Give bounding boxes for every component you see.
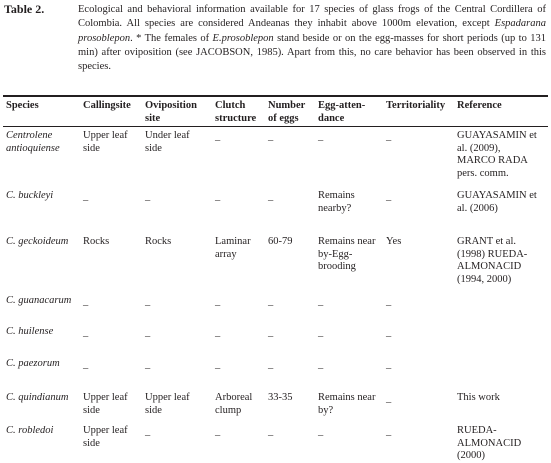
row-reference: RUEDA-ALMONACID (2000)	[457, 425, 522, 461]
row-callingsite: Upper leaf side	[83, 392, 128, 416]
row-number-of-eggs: –	[268, 195, 274, 206]
row-territoriality: –	[386, 331, 392, 342]
row-clutch-structure: –	[215, 300, 221, 311]
row-callingsite: Rocks	[83, 236, 110, 247]
row-reference: GRANT et al. (1998) RUEDA-ALMONACID (1994, 2000)	[457, 236, 528, 285]
row-clutch-structure: Laminar array	[215, 236, 251, 260]
row-callingsite: –	[83, 331, 89, 342]
row-number-of-eggs: –	[268, 430, 274, 441]
row-species: C. huilense	[6, 326, 54, 337]
row-territoriality: Yes	[386, 236, 402, 247]
caption-part-3: stand beside or on the egg-masses for short periods (up to 131 min) after oviposition (see JACOBSON, 1985). Apart from this, no care behavior has been observed in this species.	[78, 32, 546, 73]
header-clutch-structure: Clutch structure	[215, 100, 257, 124]
row-clutch-structure: –	[215, 195, 221, 206]
table-top-rule	[3, 95, 548, 97]
caption-part-2: . * The females of	[130, 32, 213, 44]
row-callingsite: –	[83, 363, 89, 374]
caption-species-2: E.prosoblepon	[212, 32, 274, 44]
row-clutch-structure: –	[215, 363, 221, 374]
header-callingsite: Callingsite	[83, 100, 131, 111]
row-egg-attendance: –	[318, 430, 324, 441]
row-territoriality: –	[386, 195, 392, 206]
row-territoriality: –	[386, 135, 392, 146]
row-egg-attendance: –	[318, 300, 324, 311]
row-callingsite: –	[83, 195, 89, 206]
row-egg-attendance: –	[318, 331, 324, 342]
row-territoriality: –	[386, 300, 392, 311]
caption-species-1: Espadarana prosoblepon	[78, 18, 546, 44]
row-clutch-structure: –	[215, 430, 221, 441]
header-egg-attendance: Egg-atten- dance	[318, 100, 366, 124]
row-egg-attendance: Remains near by?	[318, 392, 376, 416]
row-number-of-eggs: –	[268, 363, 274, 374]
header-territoriality: Territoriality	[386, 100, 446, 111]
row-species: C. quindianum	[6, 392, 69, 403]
header-species: Species	[6, 100, 39, 111]
row-oviposition-site: Rocks	[145, 236, 172, 247]
row-species: C. buckleyi	[6, 190, 54, 201]
row-egg-attendance: –	[318, 363, 324, 374]
table-header-rule	[3, 126, 548, 127]
row-egg-attendance: Remains near by-Egg-brooding	[318, 236, 376, 272]
row-clutch-structure: Arboreal clump	[215, 392, 253, 416]
row-species: C. geckoideum	[6, 236, 69, 247]
row-reference: GUAYASAMIN et al. (2006)	[457, 190, 537, 214]
row-oviposition-site: –	[145, 300, 151, 311]
row-egg-attendance: –	[318, 135, 324, 146]
row-clutch-structure: –	[215, 135, 221, 146]
header-reference: Reference	[457, 100, 502, 111]
row-reference: This work	[457, 392, 500, 403]
row-callingsite: –	[83, 300, 89, 311]
row-species: C. guanacarum	[6, 295, 72, 306]
row-number-of-eggs: –	[268, 135, 274, 146]
row-reference: GUAYASAMIN et al. (2009), MARCO RADA pers. comm.	[457, 130, 537, 179]
row-territoriality: –	[386, 363, 392, 374]
row-number-of-eggs: –	[268, 331, 274, 342]
row-number-of-eggs: 33-35	[268, 392, 293, 403]
row-species: C. paezorum	[6, 358, 60, 369]
row-number-of-eggs: 60-79	[268, 236, 293, 247]
header-number-of-eggs: Number of eggs	[268, 100, 306, 124]
table-caption	[78, 3, 546, 74]
row-callingsite: Upper leaf side	[83, 130, 128, 154]
row-oviposition-site: –	[145, 331, 151, 342]
row-egg-attendance: Remains nearby?	[318, 190, 355, 214]
row-oviposition-site: –	[145, 363, 151, 374]
row-territoriality: –	[386, 397, 392, 408]
row-species: C. robledoi	[6, 425, 54, 436]
row-clutch-structure: –	[215, 331, 221, 342]
row-number-of-eggs: –	[268, 300, 274, 311]
row-oviposition-site: Upper leaf side	[145, 392, 190, 416]
row-oviposition-site: –	[145, 195, 151, 206]
caption-part-1: Ecological and behavioral information available for 17 species of glass frogs of the Central Cordillera of Colombia. All species are considered Andeanas they inhabit above 1000m elevation, except	[78, 4, 546, 30]
row-territoriality: –	[386, 430, 392, 441]
header-oviposition-site: Oviposition site	[145, 100, 197, 124]
row-oviposition-site: –	[145, 430, 151, 441]
row-oviposition-site: Under leaf side	[145, 130, 190, 154]
row-callingsite: Upper leaf side	[83, 425, 128, 449]
row-species: Centrolene antioquiense	[6, 130, 60, 154]
table-label: Table 2.	[4, 2, 45, 16]
